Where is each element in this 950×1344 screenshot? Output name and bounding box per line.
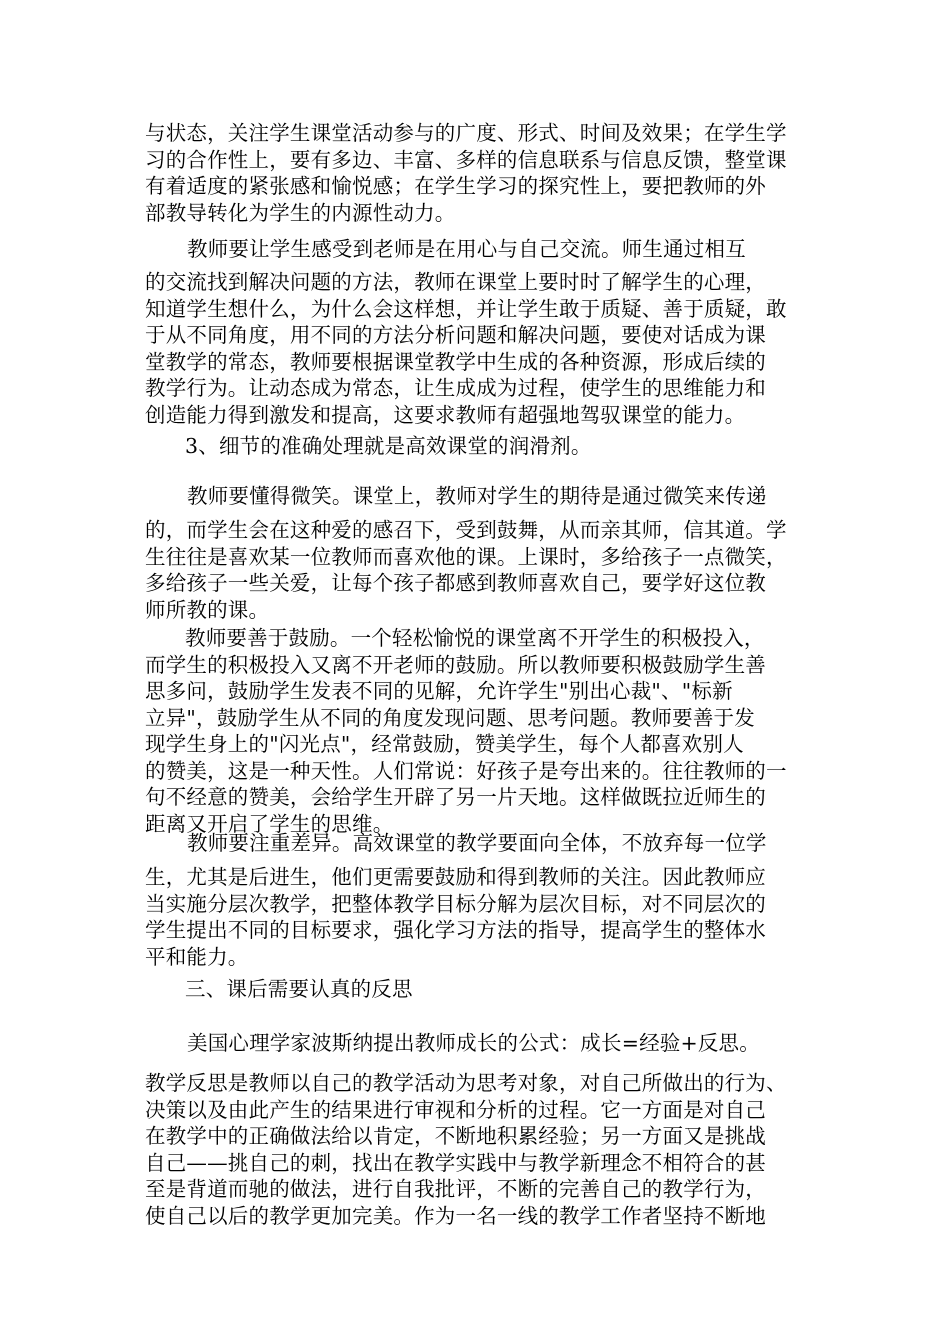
text-line: 的赞美，这是一种天性。人们常说：好孩子是夸出来的。往往教师的一 — [145, 758, 787, 783]
text-line: 决策以及由此产生的结果进行审视和分析的过程。它一方面是对自己 — [145, 1097, 766, 1122]
text-line: 生往往是喜欢某一位教师而喜欢他的课。上课时，多给孩子一点微笑， — [145, 544, 787, 569]
text-line: 的，而学生会在这种爱的感召下，受到鼓舞，从而亲其师，信其道。学 — [145, 518, 787, 542]
text-line: 使自己以后的教学更加完美。作为一名一线的教学工作者坚持不断地 — [145, 1203, 766, 1228]
text-line: 教学行为。让动态成为常态，让生成成为过程，使学生的思维能力和 — [145, 376, 766, 400]
text-line: 在教学中的正确做法给以肯定，不断地积累经验；另一方面又是挑战 — [145, 1124, 766, 1148]
text-line: 教师要注重差异。高效课堂的教学要面向全体，不放弃每一位学 — [187, 831, 767, 855]
text-line: 美国心理学家波斯纳提出教师成长的公式：成长=经验+反思。 — [187, 1031, 760, 1055]
section-heading — [145, 433, 805, 460]
text-line: 有着适度的紧张感和愉悦感；在学生学习的探究性上，要把教师的外 — [145, 174, 766, 198]
paragraph — [145, 236, 805, 263]
text-line: 教师要懂得微笑。课堂上，教师对学生的期待是通过微笑来传递 — [187, 484, 767, 508]
paragraph — [145, 864, 805, 970]
paragraph — [145, 120, 805, 226]
paragraph — [145, 1070, 805, 1229]
text-line: 教师要善于鼓励。一个轻松愉悦的课堂离不开学生的积极投入， — [185, 626, 765, 650]
text-line: 知道学生想什么，为什么会这样想，并让学生敢于质疑、善于质疑，敢 — [145, 296, 787, 321]
text-line: 三、课后需要认真的反思 — [185, 977, 413, 1001]
text-line: 3、细节的准确处理就是高效课堂的润滑剂。 — [185, 434, 592, 458]
text-line: 多给孩子一些关爱，让每个孩子都感到教师喜欢自己，要学好这位教 — [145, 571, 766, 595]
text-line: 现学生身上的"闪光点"，经常鼓励，赞美学生，每个人都喜欢别人 — [145, 732, 744, 756]
text-line: 立异"，鼓励学生从不同的角度发现问题、思考问题。教师要善于发 — [145, 705, 755, 730]
paragraph — [145, 517, 805, 623]
paragraph — [145, 483, 805, 510]
paragraph — [145, 1030, 805, 1057]
text-line: 而学生的积极投入又离不开老师的鼓励。所以教师要积极鼓励学生善 — [145, 652, 766, 677]
text-line: 距离又开启了学生的思维。 — [145, 811, 394, 836]
text-line: 部教导转化为学生的内源性动力。 — [145, 200, 456, 225]
text-line: 教师要让学生感受到老师是在用心与自己交流。师生通过相互 — [187, 237, 746, 261]
text-line: 学生提出不同的目标要求，强化学习方法的指导，提高学生的整体水 — [145, 918, 766, 942]
text-line: 至是背道而驰的做法，进行自我批评，不断的完善自己的教学行为， — [145, 1177, 766, 1201]
text-line: 自己——挑自己的刺，找出在教学实践中与教学新理念不相符合的甚 — [145, 1150, 766, 1175]
text-line: 师所教的课。 — [145, 597, 270, 622]
paragraph — [145, 830, 805, 857]
text-line: 于从不同角度，用不同的方法分析问题和解决问题，要使对话成为课 — [145, 323, 766, 347]
text-line: 与状态，关注学生课堂活动参与的广度、形式、时间及效果；在学生学 — [145, 121, 787, 145]
text-line: 创造能力得到激发和提高，这要求教师有超强地驾驭课堂的能力。 — [145, 402, 746, 427]
text-line: 教学反思是教师以自己的教学活动为思考对象，对自己所做出的行为、 — [145, 1071, 787, 1095]
text-line: 句不经意的赞美，会给学生开辟了另一片天地。这样做既拉近师生的 — [145, 785, 766, 809]
text-line: 的交流找到解决问题的方法，教师在课堂上要时时了解学生的心理， — [145, 270, 766, 294]
text-line: 平和能力。 — [145, 944, 249, 969]
text-line: 当实施分层次教学，把整体教学目标分解为层次目标，对不同层次的 — [145, 891, 766, 916]
section-heading — [145, 976, 805, 1003]
paragraph — [145, 269, 805, 428]
text-line: 堂教学的常态，教师要根据课堂教学中生成的各种资源，形成后续的 — [145, 349, 766, 374]
paragraph — [145, 625, 805, 837]
text-line: 习的合作性上，要有多边、丰富、多样的信息联系与信息反馈，整堂课 — [145, 147, 787, 172]
text-line: 思多问，鼓励学生发表不同的见解，允许学生"别出心裁"、"标新 — [145, 679, 733, 703]
text-line: 生，尤其是后进生，他们更需要鼓励和得到教师的关注。因此教师应 — [145, 865, 766, 889]
